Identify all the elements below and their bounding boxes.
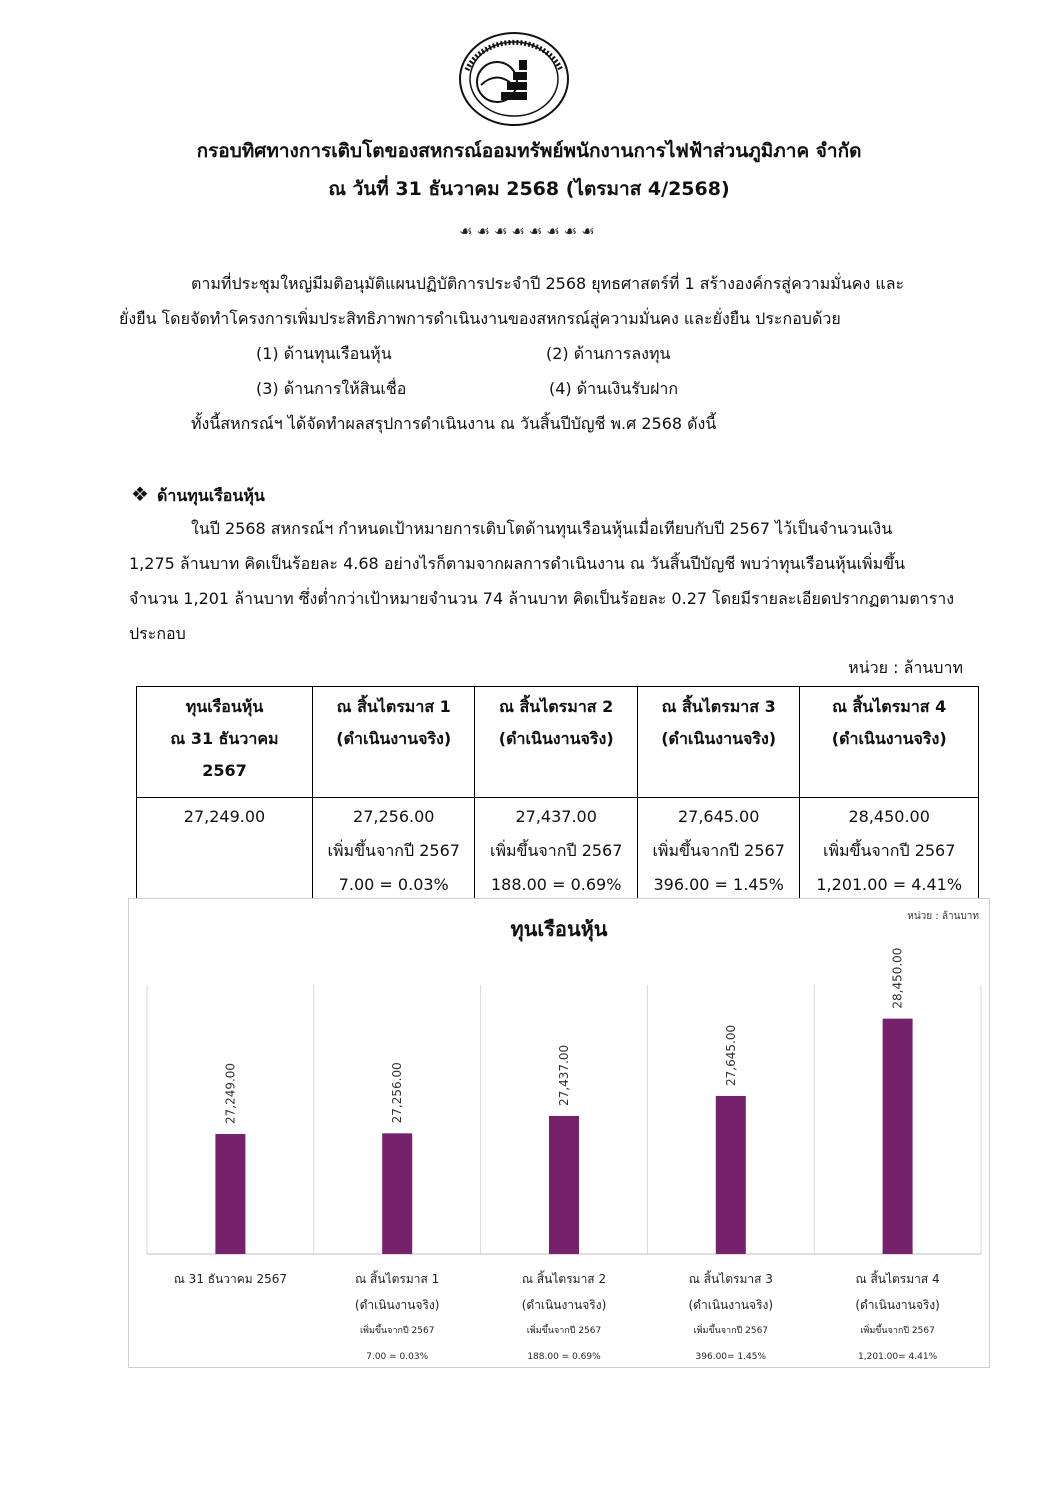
chart-category-label: (ดำเนินงานจริง) [521,1298,607,1312]
chart-category-label: (ดำเนินงานจริง) [855,1298,940,1312]
table-cell: 27,249.00 [137,798,313,907]
chart-category-label: เพิ่มขึ้นจากปี 2567 [359,1326,435,1336]
chart-category-label: (ดำเนินงานจริง) [354,1298,440,1312]
chart-category-label: เพิ่มขึ้นจากปี 2567 [526,1326,602,1336]
table-cell: 27,256.00 เพิ่มขึ้นจากปี 2567 7.00 = 0.03% [313,798,475,907]
ornament-divider: ☙☙☙☙☙☙☙☙ [459,222,599,240]
chart-category-label: 1,201.00= 4.41% [858,1352,938,1362]
chart-data-label: 27,437.00 [557,1044,571,1106]
table-cell: 27,645.00 เพิ่มขึ้นจากปี 2567 396.00 = 1.45% [637,798,799,907]
chart-category-label: 188.00 = 0.69% [527,1352,601,1362]
cooperative-seal-logo [457,30,571,128]
share-capital-chart [128,898,990,1368]
section-line-3: จำนวน 1,201 ล้านบาท ซึ่งต่ำกว่าเป้าหมายจำนวน 74 ล้านบาท คิดเป็นร้อยละ 0.27 โดยมีรายละเอียดปรากฏตามตาราง [129,589,955,608]
intro-closing: ทั้งนี้สหกรณ์ฯ ได้จัดทำผลสรุปการดำเนินงาน ณ วันสิ้นปีบัญชี พ.ศ 2568 ดังนี้ [191,414,717,433]
section-line-1: ในปี 2568 สหกรณ์ฯ กำหนดเป้าหมายการเติบโตด้านทุนเรือนหุ้นเมื่อเทียบกับปี 2567 ไว้เป็นจำนวนเงิน [191,519,893,538]
unit-label: หน่วย : ล้านบาท [848,658,963,677]
share-capital-table [136,686,979,907]
table-header-cell: ณ สิ้นไตรมาส 3 (ดำเนินงานจริง) [637,687,799,798]
chart-category-label: เพิ่มขึ้นจากปี 2567 [860,1326,935,1336]
page-title: กรอบทิศทางการเติบโตของสหกรณ์ออมทรัพย์พนักงานการไฟฟ้าส่วนภูมิภาค จำกัด [196,140,862,162]
table-header-cell: ณ สิ้นไตรมาส 4 (ดำเนินงานจริง) [800,687,979,798]
chart-data-label: 27,256.00 [390,1062,405,1124]
chart-category-label: ณ สิ้นไตรมาส 2 [521,1272,607,1286]
chart-data-label: 28,450.00 [890,947,905,1009]
chart-bar [382,1133,412,1254]
chart-category-label: 396.00= 1.45% [695,1352,767,1362]
table-cell: 27,437.00 เพิ่มขึ้นจากปี 2567 188.00 = 0.69% [475,798,637,907]
table-cell: 28,450.00 เพิ่มขึ้นจากปี 2567 1,201.00 = 4.41% [800,798,979,907]
chart-category-label: ณ สิ้นไตรมาส 4 [855,1272,940,1286]
section-line-4: ประกอบ [129,624,186,643]
chart-bar [549,1116,579,1254]
chart-category-label: (ดำเนินงานจริง) [688,1298,774,1312]
intro-line-2: ยั่งยืน โดยจัดทำโครงการเพิ่มประสิทธิภาพการดำเนินงานของสหกรณ์สู่ความมั่นคง และยั่งยืน ประกอบด้วย [119,309,841,328]
page-subtitle: ณ วันที่ 31 ธันวาคม 2568 (ไตรมาส 4/2568) [328,178,730,200]
chart-bar [215,1134,245,1254]
intro-item-1: (1) ด้านทุนเรือนหุ้น [256,344,392,363]
table-header-cell: ณ สิ้นไตรมาส 1 (ดำเนินงานจริง) [313,687,475,798]
intro-item-2: (2) ด้านการลงทุน [546,344,671,363]
chart-title: ทุนเรือนหุ้น [510,917,608,941]
chart-category-label: เพิ่มขึ้นจากปี 2567 [693,1326,769,1336]
chart-data-label: 27,249.00 [223,1062,238,1125]
chart-category-label: ณ 31 ธันวาคม 2567 [173,1272,288,1286]
chart-data-label: 27,645.00 [723,1024,738,1086]
section-heading-text: ด้านทุนเรือนหุ้น [156,486,265,505]
section-line-2: 1,275 ล้านบาท คิดเป็นร้อยละ 4.68 อย่างไรก็ตามจากผลการดำเนินงาน ณ วันสิ้นปีบัญชี พบว่าทุนเรือนหุ้นเพิ่มขึ้น [129,554,906,573]
table-header-row [137,687,979,798]
chart-bar [716,1096,746,1254]
cooperative-seal-icon [457,30,571,128]
section-heading [131,482,265,509]
chart-category-label: 7.00 = 0.03% [366,1352,429,1362]
intro-item-3: (3) ด้านการให้สินเชื่อ [256,379,407,398]
chart-unit-label: หน่วย : ล้านบาท [907,911,979,922]
chart-category-label: ณ สิ้นไตรมาส 1 [355,1272,440,1286]
diamond-bullet-icon: ❖ [131,482,149,506]
intro-item-4: (4) ด้านเงินรับฝาก [549,379,679,398]
table-row [137,798,979,907]
table-header-cell: ณ สิ้นไตรมาส 2 (ดำเนินงานจริง) [475,687,637,798]
chart-bar [883,1019,913,1254]
table-header-cell: ทุนเรือนหุ้น ณ 31 ธันวาคม 2567 [137,687,313,798]
intro-line-1: ตามที่ประชุมใหญ่มีมติอนุมัติแผนปฏิบัติการประจำปี 2568 ยุทธศาสตร์ที่ 1 สร้างองค์กรสู่ความมั่นคง และ [191,274,905,293]
chart-category-label: ณ สิ้นไตรมาส 3 [688,1272,773,1286]
